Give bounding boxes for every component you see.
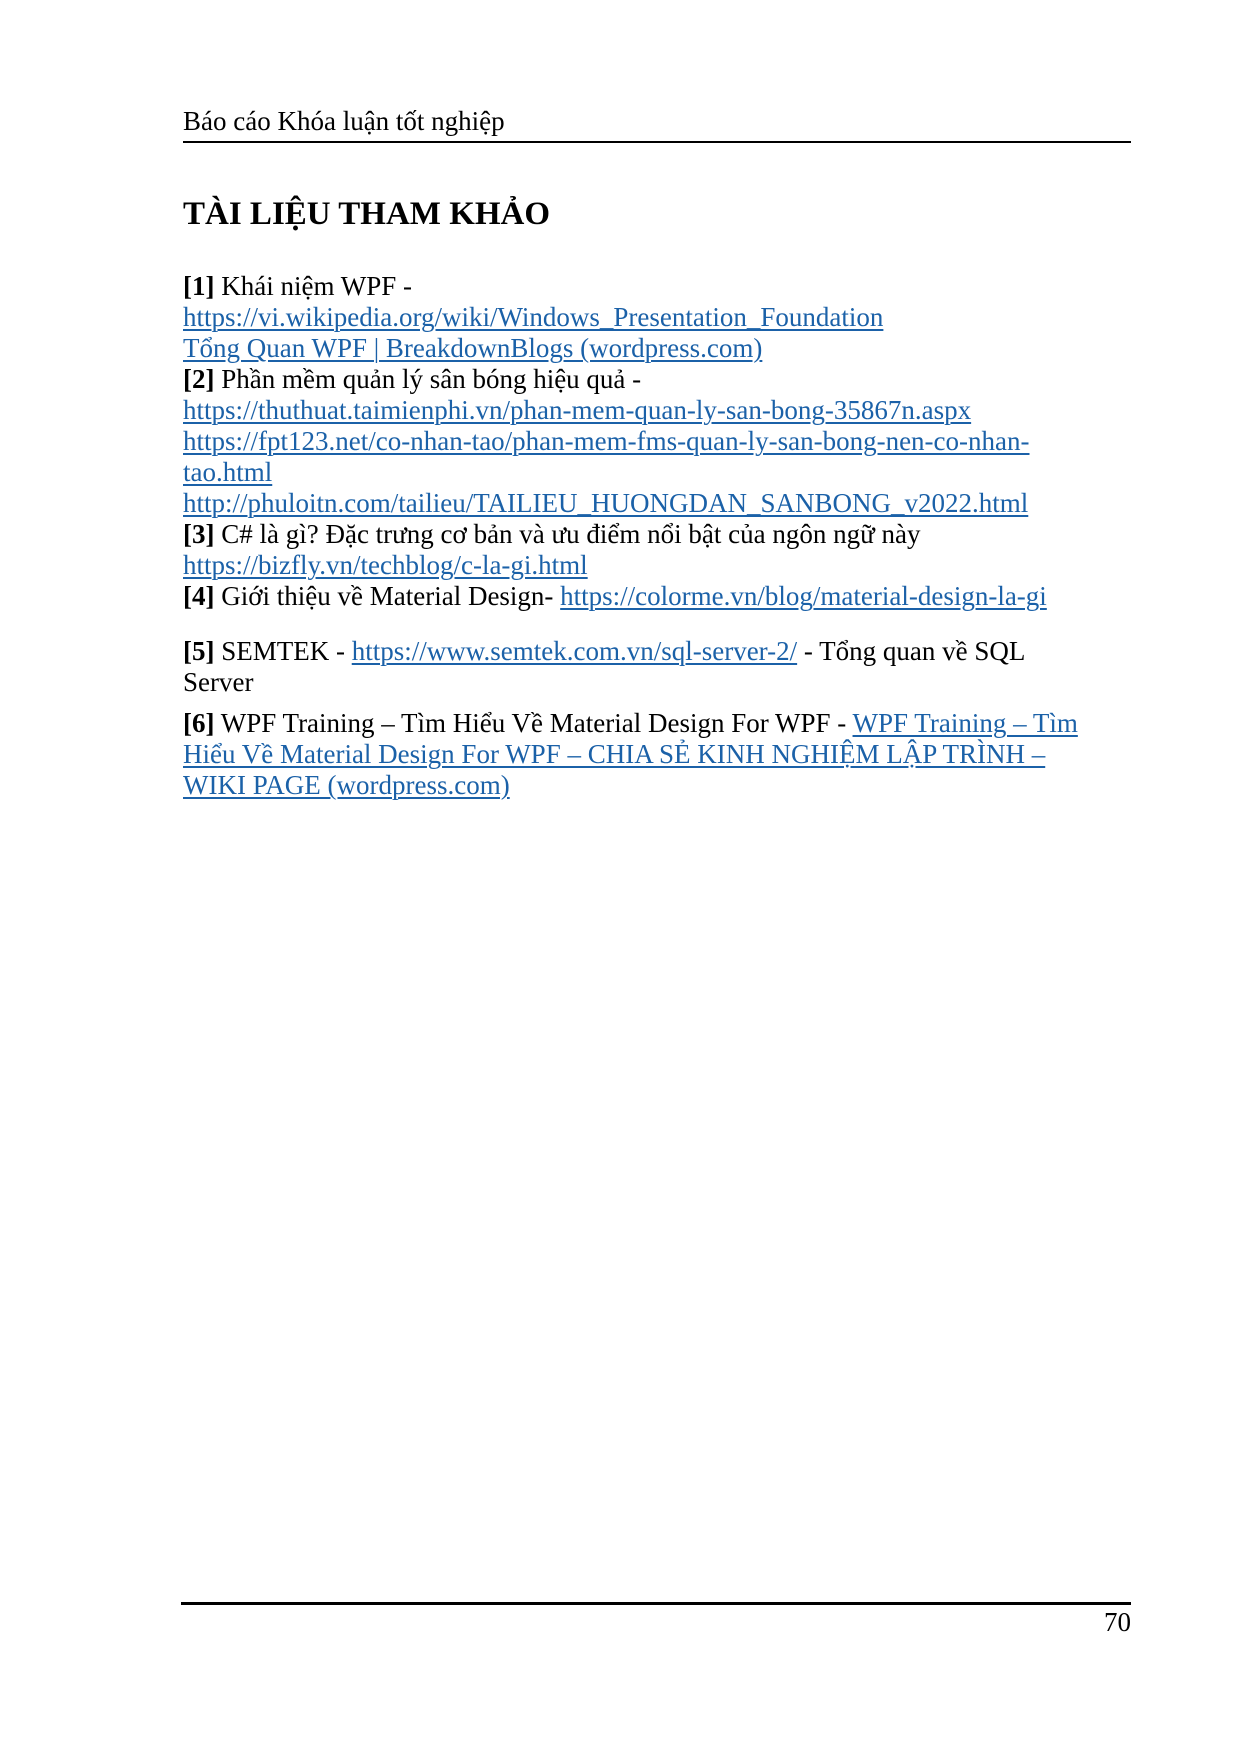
reference-line <box>183 364 1131 395</box>
reference-line <box>183 488 1131 519</box>
reference-line <box>183 426 1131 457</box>
reference-text: - Tổng quan về SQL <box>797 636 1026 666</box>
header-text: Báo cáo Khóa luận tốt nghiệp <box>183 106 505 136</box>
reference-line <box>183 667 1131 698</box>
reference-line <box>183 457 1131 488</box>
reference-line <box>183 550 1131 581</box>
reference-number: [2] <box>183 364 215 394</box>
reference-text: C# là gì? Đặc trưng cơ bản và ưu điểm nổi bật của ngôn ngữ này <box>214 519 921 549</box>
reference-number: [4] <box>183 581 215 611</box>
reference-number: [6] <box>183 708 215 738</box>
reference-text: Phần mềm quản lý sân bóng hiệu quả - <box>214 364 642 394</box>
references <box>183 271 1131 811</box>
reference-number: [5] <box>183 636 215 666</box>
reference-link[interactable]: WPF Training – Tìm <box>852 708 1078 738</box>
reference-text: WPF Training – Tìm Hiểu Về Material Design For WPF - <box>214 708 853 738</box>
reference-link[interactable]: tao.html <box>183 457 273 487</box>
reference-number: [3] <box>183 519 215 549</box>
reference-link[interactable]: https://vi.wikipedia.org/wiki/Windows_Presentation_Foundation <box>183 302 884 332</box>
reference-text: Giới thiệu về Material Design- <box>214 581 561 611</box>
reference-line <box>183 395 1131 426</box>
page-number: 70 <box>1104 1607 1131 1637</box>
reference-line <box>183 739 1131 770</box>
reference-line <box>183 581 1131 612</box>
reference-link[interactable]: http://phuloitn.com/tailieu/TAILIEU_HUONGDAN_SANBONG_v2022.html <box>183 488 1029 518</box>
reference-paragraph <box>183 636 1131 698</box>
footer-divider <box>181 1602 1131 1605</box>
reference-line <box>183 519 1131 550</box>
reference-line <box>183 333 1131 364</box>
reference-link[interactable]: Hiểu Về Material Design For WPF – CHIA SẺ KINH NGHIỆM LẬP TRÌNH – <box>183 739 1046 769</box>
reference-line <box>183 302 1131 333</box>
reference-line <box>183 636 1131 667</box>
reference-link[interactable]: https://fpt123.net/co-nhan-tao/phan-mem-fms-quan-ly-san-bong-nen-co-nhan- <box>183 426 1030 456</box>
reference-text: Server <box>183 667 254 697</box>
page-title: TÀI LIỆU THAM KHẢO <box>183 196 551 232</box>
reference-line <box>183 770 1131 801</box>
reference-line <box>183 708 1131 739</box>
reference-link[interactable]: https://bizfly.vn/techblog/c-la-gi.html <box>183 550 588 580</box>
reference-link[interactable]: https://www.semtek.com.vn/sql-server-2/ <box>351 636 798 666</box>
reference-link[interactable]: https://colorme.vn/blog/material-design-la-gi <box>560 581 1047 611</box>
reference-paragraph <box>183 271 1131 612</box>
reference-link[interactable]: https://thuthuat.taimienphi.vn/phan-mem-quan-ly-san-bong-35867n.aspx <box>183 395 972 425</box>
reference-text: Khái niệm WPF - <box>214 271 412 301</box>
reference-link[interactable]: Tổng Quan WPF | BreakdownBlogs (wordpress.com) <box>183 333 763 363</box>
reference-number: [1] <box>183 271 215 301</box>
page-header <box>183 106 1131 143</box>
reference-line <box>183 271 1131 302</box>
reference-link[interactable]: WIKI PAGE (wordpress.com) <box>183 770 510 800</box>
reference-paragraph <box>183 708 1131 801</box>
reference-text: SEMTEK - <box>214 636 352 666</box>
